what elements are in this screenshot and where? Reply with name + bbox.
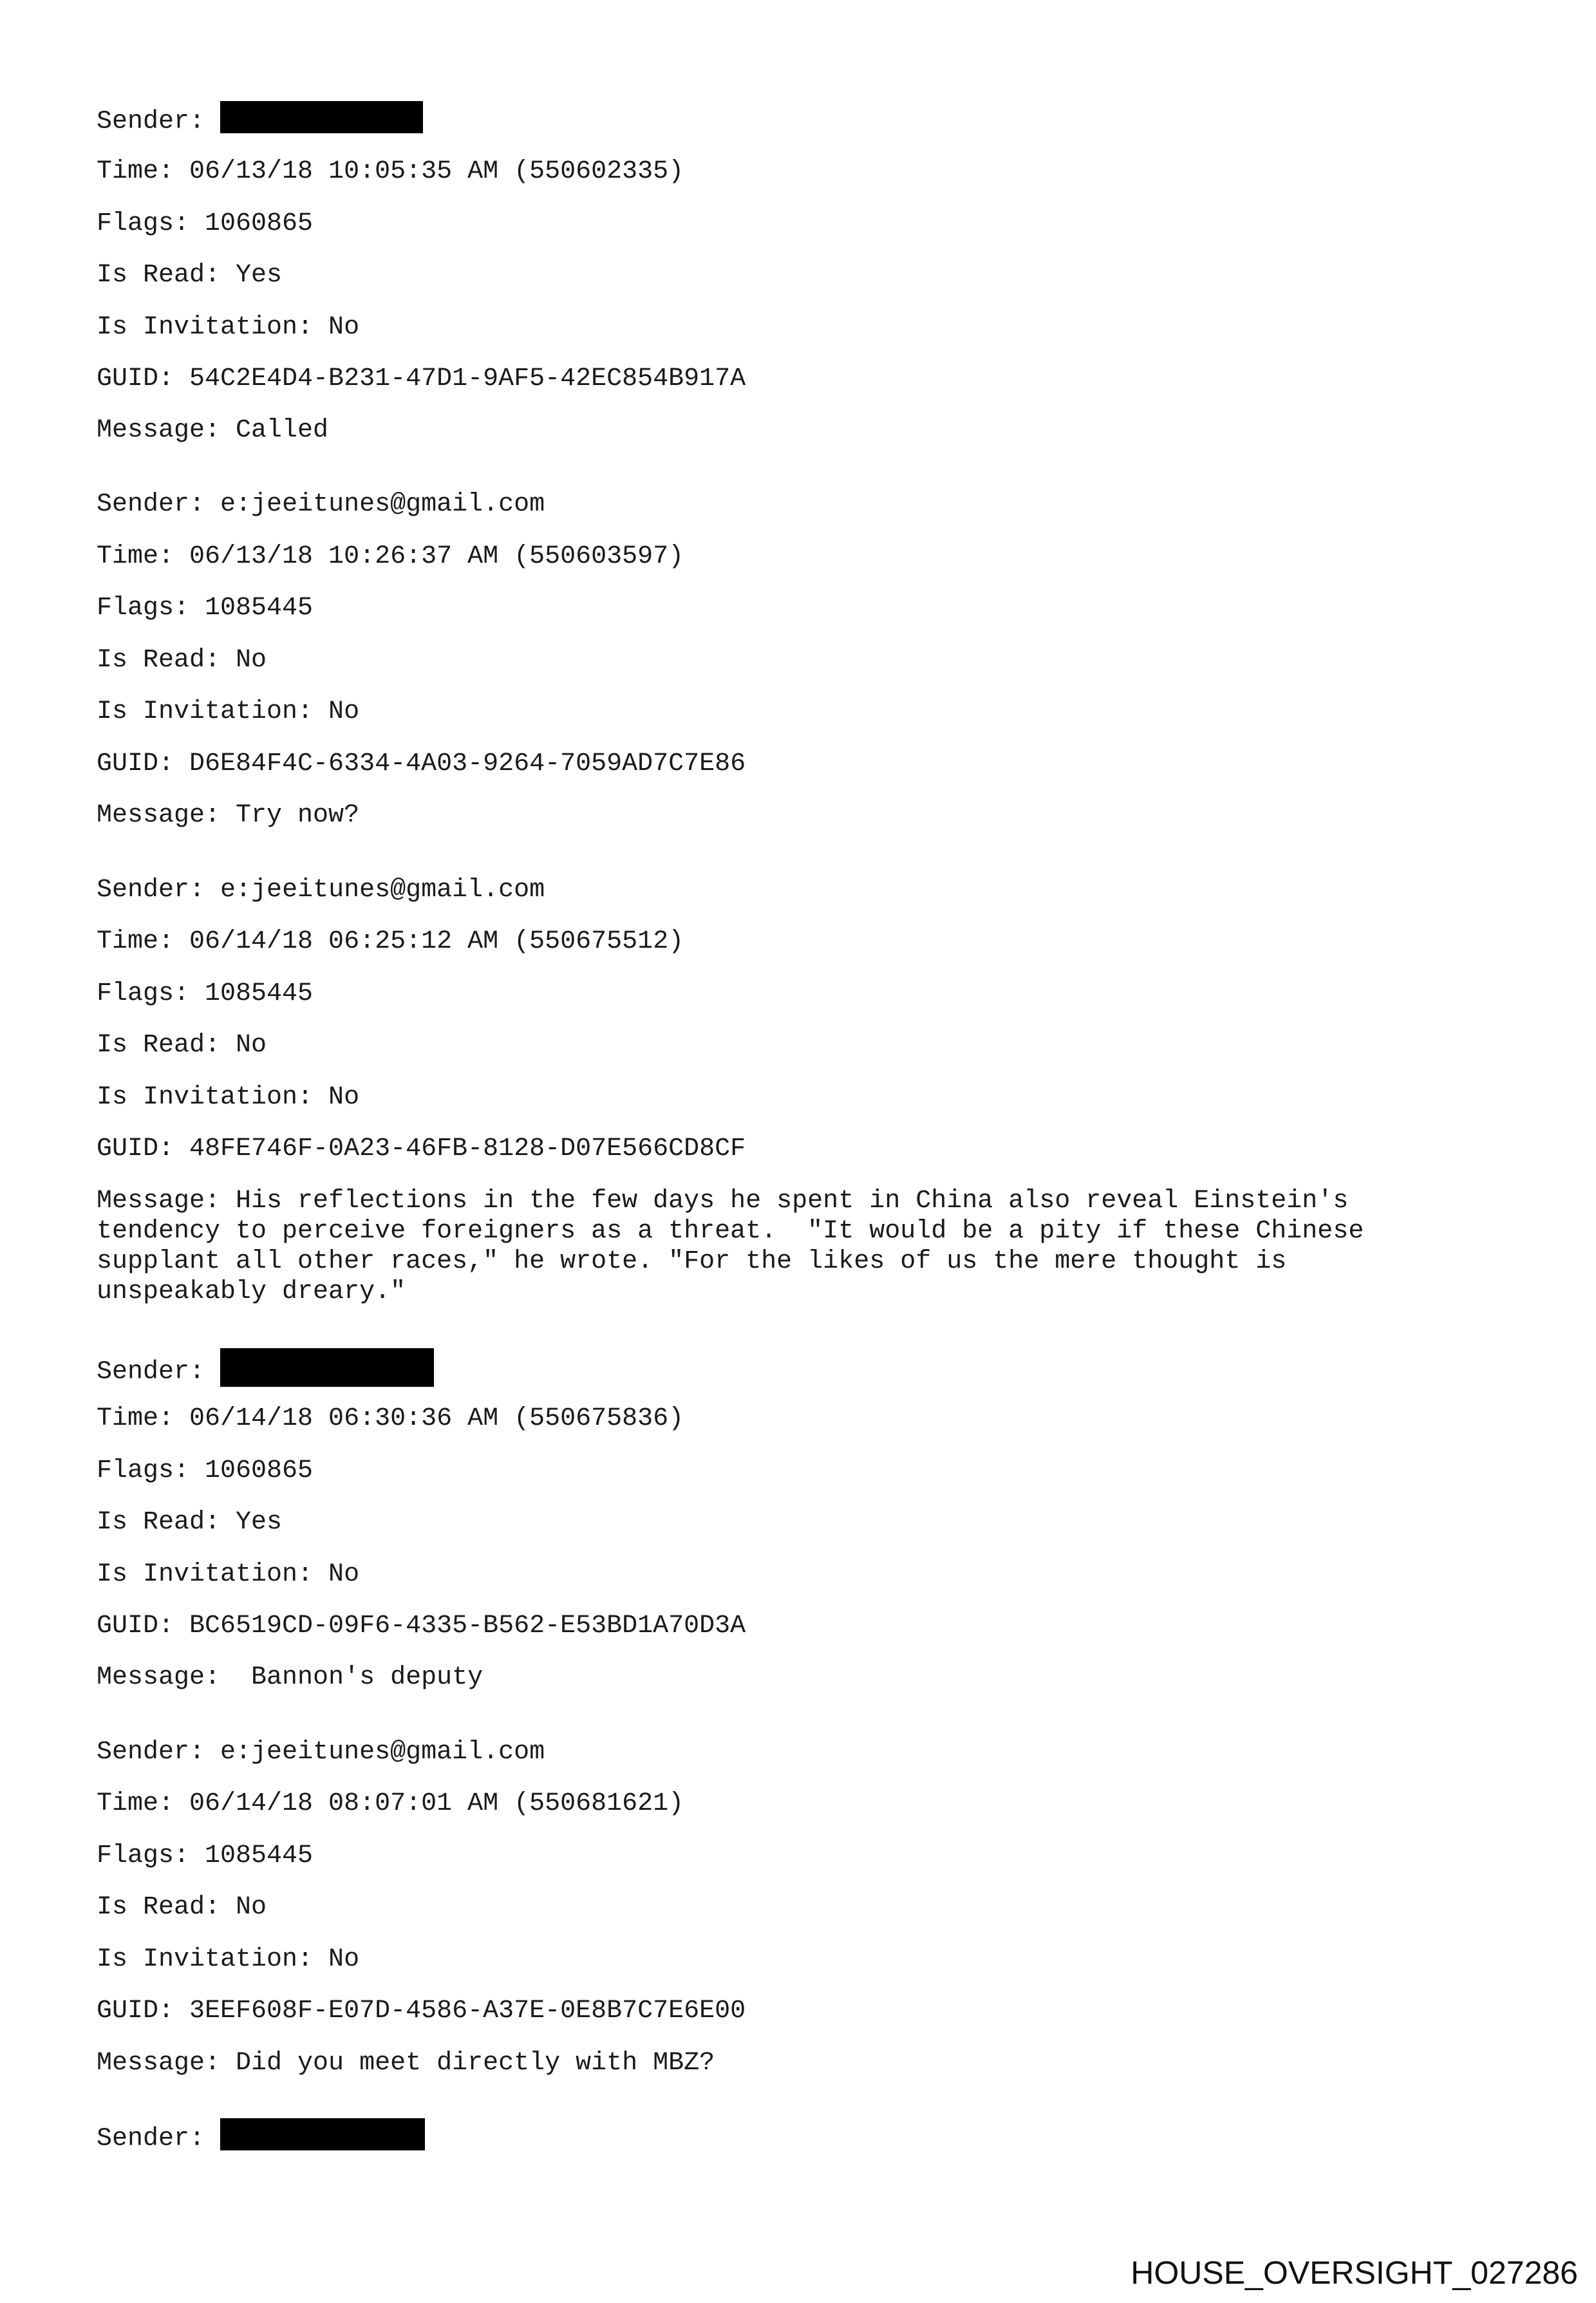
message-line: Message: Did you meet directly with MBZ? bbox=[97, 2049, 715, 2078]
message-line: Message: Bannon's deputy bbox=[97, 1663, 483, 1692]
message-line: Message: Try now? bbox=[97, 801, 360, 830]
sender-label: Sender: bbox=[97, 1738, 205, 1767]
is-read-line: Is Read: No bbox=[97, 1893, 267, 1922]
sender-label: Sender: bbox=[97, 1357, 205, 1387]
sender-address: e:jeeitunes@gmail.com bbox=[220, 490, 545, 519]
redaction-box bbox=[220, 2118, 425, 2150]
is-invitation-line: Is Invitation: No bbox=[97, 313, 360, 342]
flags-line: Flags: 1085445 bbox=[97, 1841, 314, 1870]
flags-line: Flags: 1060865 bbox=[97, 1456, 314, 1485]
flags-line: Flags: 1085445 bbox=[97, 979, 314, 1008]
flags-line: Flags: 1060865 bbox=[97, 209, 314, 238]
sender-line bbox=[97, 105, 423, 137]
sender-line bbox=[97, 2122, 425, 2154]
is-invitation-line: Is Invitation: No bbox=[97, 1083, 360, 1112]
bates-number: HOUSE_OVERSIGHT_027286 bbox=[1131, 2255, 1578, 2291]
guid-line: GUID: 54C2E4D4-B231-47D1-9AF5-42EC854B917A bbox=[97, 364, 746, 393]
sender-line bbox=[97, 1352, 434, 1391]
sender-address: e:jeeitunes@gmail.com bbox=[220, 876, 545, 905]
message-line: Message: Called bbox=[97, 416, 329, 445]
message-paragraph: Message: His reflections in the few days he spent in China also reveal Einstein's tendency to perceive foreigners as a threat. "It would be a pity if these Chinese supplant all other races," he wrote. "For the likes of us the mere thought is unspeakably dreary." bbox=[97, 1187, 1364, 1306]
flags-line: Flags: 1085445 bbox=[97, 594, 314, 623]
guid-line: GUID: BC6519CD-09F6-4335-B562-E53BD1A70D3A bbox=[97, 1612, 746, 1640]
guid-line: GUID: 3EEF608F-E07D-4586-A37E-0E8B7C7E6E00 bbox=[97, 1997, 746, 2026]
sender-line bbox=[97, 1737, 545, 1767]
redaction-box bbox=[220, 1348, 434, 1387]
sender-address: e:jeeitunes@gmail.com bbox=[220, 1738, 545, 1767]
time-line: Time: 06/14/18 06:30:36 AM (550675836) bbox=[97, 1404, 684, 1433]
is-invitation-line: Is Invitation: No bbox=[97, 697, 360, 726]
redaction-box bbox=[220, 101, 423, 133]
time-line: Time: 06/13/18 10:05:35 AM (550602335) bbox=[97, 157, 684, 186]
is-read-line: Is Read: No bbox=[97, 646, 267, 675]
sender-line bbox=[97, 875, 545, 905]
time-line: Time: 06/14/18 06:25:12 AM (550675512) bbox=[97, 927, 684, 956]
is-read-line: Is Read: Yes bbox=[97, 1508, 283, 1537]
sender-line bbox=[97, 489, 545, 520]
sender-label: Sender: bbox=[97, 876, 205, 905]
time-line: Time: 06/13/18 10:26:37 AM (550603597) bbox=[97, 542, 684, 571]
sender-label: Sender: bbox=[97, 107, 205, 136]
time-line: Time: 06/14/18 08:07:01 AM (550681621) bbox=[97, 1789, 684, 1818]
is-invitation-line: Is Invitation: No bbox=[97, 1560, 360, 1589]
is-invitation-line: Is Invitation: No bbox=[97, 1945, 360, 1974]
sender-label: Sender: bbox=[97, 490, 205, 519]
is-read-line: Is Read: No bbox=[97, 1031, 267, 1060]
is-read-line: Is Read: Yes bbox=[97, 261, 283, 290]
guid-line: GUID: 48FE746F-0A23-46FB-8128-D07E566CD8CF bbox=[97, 1134, 746, 1163]
sender-label: Sender: bbox=[97, 2124, 205, 2154]
guid-line: GUID: D6E84F4C-6334-4A03-9264-7059AD7C7E86 bbox=[97, 749, 746, 778]
